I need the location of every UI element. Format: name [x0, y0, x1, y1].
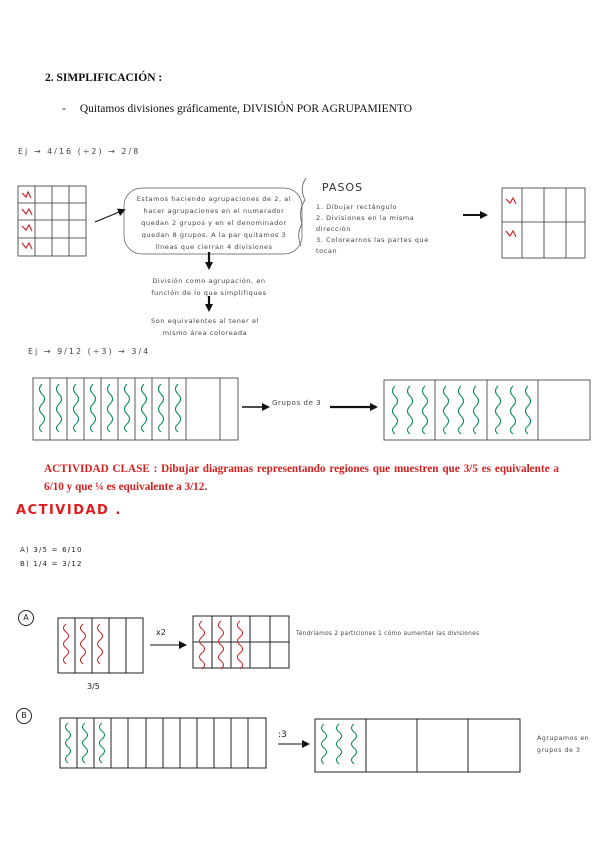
bar-1-4	[315, 719, 520, 772]
grid-4-16	[18, 186, 86, 256]
grid-2-8	[502, 188, 585, 258]
bar-3-12-shading	[66, 723, 105, 763]
bar-3-5-shading	[64, 624, 103, 664]
paso-item: 1. Dibujar rectángulo	[316, 203, 398, 211]
part-a-factor: x2	[156, 628, 166, 637]
section-title: 2. SIMPLIFICACIÓN :	[45, 72, 163, 84]
bar-3-5	[58, 618, 143, 673]
bar-3-4-shading	[393, 386, 531, 434]
bar-9-12-shading	[40, 384, 181, 432]
bar-3-12	[60, 718, 266, 768]
bar-6-10-shading	[200, 621, 243, 669]
part-a-caption: 3/5	[87, 682, 100, 691]
activity-item-b: B) 1/4 = 3/12	[20, 560, 83, 568]
paso-item: 3. Colorearnos las partes que tocan	[316, 236, 429, 255]
bar-9-12	[33, 378, 238, 440]
example1-note-division: División como agrupación, en función de lo que simplifiques	[151, 277, 267, 297]
pasos-brace	[299, 178, 306, 246]
activity-instructions: ACTIVIDAD CLASE : Dibujar diagramas representando regiones que muestren que 3/5 es equivalente a 6/10 y que ¼ es equivalente a 3/12.	[44, 463, 559, 493]
bullet-text: Quitamos divisiones gráficamente, DIVISIÓN POR AGRUPAMIENTO	[79, 103, 413, 115]
example1-explanation: Estamos haciendo agrupaciones de 2, al hacer agrupaciones en el numerador quedan 2 grupos y en el denominador quedan 8 grupos. A la par quitamos 3 líneas que cierran 4 divisiones	[136, 195, 292, 251]
part-b-note: Agrupamos en grupos de 3	[537, 735, 590, 754]
example1-note-equivalent: Son equivalentes al tener el mismo área coloreada	[151, 317, 259, 337]
pasos-title: PASOS	[322, 181, 364, 194]
bullet-dash: -	[62, 103, 66, 115]
part-b-factor: :3	[278, 730, 287, 740]
bar-6-10	[193, 616, 289, 668]
part-a-marker: A	[18, 610, 34, 626]
grid-4-16-shading	[22, 192, 32, 249]
arrow-to-explanation	[95, 210, 124, 222]
explanation-bubble	[124, 188, 302, 254]
bar-1-4-shading	[322, 724, 357, 764]
example2-label: Ej → 9/12 (÷3) → 3/4	[28, 347, 151, 356]
example1-label: Ej → 4/16 (÷2) → 2/8	[18, 147, 141, 156]
example2-arrow-label: Grupos de 3	[272, 399, 322, 407]
part-b-marker: B	[16, 708, 32, 724]
actividad-heading: ACTIVIDAD .	[16, 503, 122, 518]
paso-item: 2. Divisiones en la misma dirección	[316, 214, 415, 233]
bar-3-4	[384, 380, 590, 440]
activity-item-a: A) 3/5 = 6/10	[20, 546, 83, 554]
part-a-note: Tendríamos 2 particiones 1 cómo aumentar las divisiones	[296, 631, 480, 637]
grid-2-8-shading	[506, 198, 516, 237]
